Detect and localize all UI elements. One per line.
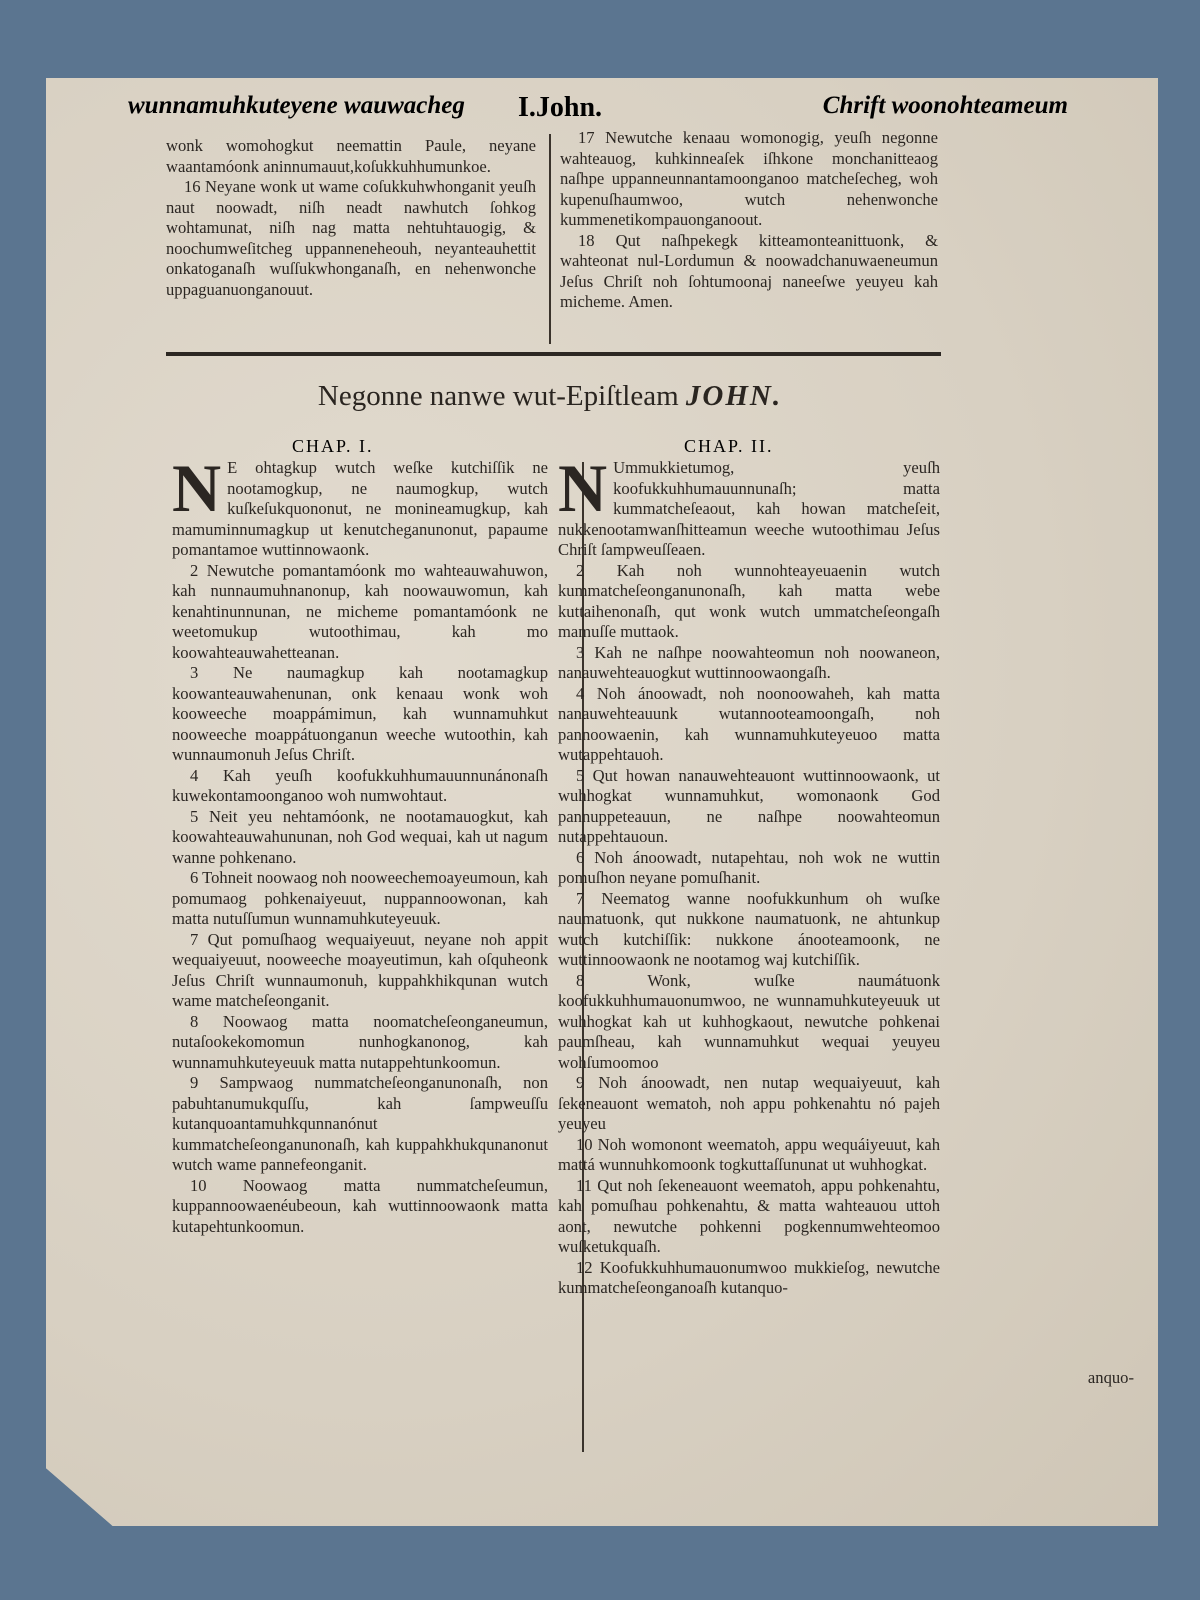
paragraph: wonk womohogkut neemattin Paule, neyane waantamóonk aninnumauut,koſukkuhhumunkoe. bbox=[166, 136, 536, 176]
title-text: Negonne nanwe wut-Epiſtleam bbox=[317, 380, 679, 412]
paragraph: 8 Noowaog matta noomatcheſeonganeumun, nutaſookekomomun nunhogkanonog, kah wunnamuhkuteyeuuk matta nutappehtunkoomun. bbox=[172, 1011, 548, 1072]
drop-cap: N bbox=[172, 450, 222, 526]
paragraph: 7 Qut pomuſhaog wequaiyeuut, neyane noh appit wequaiyeuut, nooweeche moayeutimun, kah oſquheonk Jeſus Chriſt wunnaumonuh, kuppahkhikqunan wutch wame matcheſeonganit. bbox=[172, 929, 548, 1010]
paragraph: 10 Noowaog matta nummatcheſeumun, kuppannoowaenéubeoun, kah wuttinnoowaonk matta kutapehtunkoomun. bbox=[172, 1175, 548, 1236]
paragraph: 17 Newutche kenaau womonogig, yeuſh negonne wahteauog, kuhkinneaſek iſhkone monchanitteaog naſhpe uppanneunnantamoonganoo matcheſecheg, woh kupenuſhaumwoo, wutch nehenwonche kummenetikompauonganoout. bbox=[560, 128, 938, 229]
paragraph: 6 Tohneit noowaog noh nooweechemoayeumoun, kah pomumaog pohkenaiyeuut, nuppannoowonan, kah matta nutuſſumun wunnamuhkuteyeuuk. bbox=[172, 868, 548, 928]
section-rule bbox=[166, 352, 941, 356]
paragraph: 12 Koofukkuhhumauonumwoo mukkieſog, newutche kummatcheſeonganoaſh kutanquo- bbox=[558, 1257, 940, 1297]
running-head bbox=[128, 92, 1068, 132]
paragraph bbox=[558, 450, 940, 561]
paragraph: 18 Qut naſhpekegk kitteamonteanittuonk, & wahteonat nul-Lordumun & noowadchanuwaeneumun Jeſus Chriſt noh ſohtumoonaj naneeſwe yeuyeu kah micheme. Amen. bbox=[560, 230, 938, 311]
paragraph: 4 Kah yeuſh koofukkuhhumauunnunánonaſh kuwekontamoonganoo woh numwohtaut. bbox=[172, 765, 548, 805]
chapter-one-column bbox=[172, 450, 548, 1237]
paragraph bbox=[172, 450, 548, 561]
paragraph: 5 Qut howan nanauwehteauont wuttinnoowaonk, ut wuhhogkat wunnamuhkut, womonaonk God pannuppeteauun, ne naſhpe noowahteomun nutappehtauoun. bbox=[558, 765, 940, 846]
paragraph: 10 Noh womonont weematoh, appu wequáiyeuut, kah mattá wunnuhkomoonk togkuttaſſununat ut wuhhogkat. bbox=[558, 1134, 940, 1174]
running-head-right: Chrift woonohteameum bbox=[822, 92, 1068, 119]
chapter-heading-left: CHAP. I. bbox=[292, 436, 374, 456]
chapter-heading-right: CHAP. II. bbox=[684, 436, 774, 456]
running-head-left: wunnamuhkuteyene wauwacheg bbox=[128, 92, 465, 119]
top-left-column bbox=[166, 136, 536, 300]
chapter-two-column bbox=[558, 450, 940, 1299]
title-name: JOHN. bbox=[685, 380, 783, 412]
paragraph: 4 Noh ánoowadt, noh noonoowaheh, kah matta nanauwehteauunk wutannooteamoongaſh, noh pannoowaenin, kah wunnamuhkuteyeuoo matta wutappehtauoh. bbox=[558, 683, 940, 764]
paragraph: 3 Kah ne naſhpe noowahteomun noh noowaneon, nanauwehteauogkut wuttinnoowaongaſh. bbox=[558, 642, 940, 682]
paragraph: 7 Neematog wanne noofukkunhum oh wuſke naumatuonk, qut nukkone naumatuonk, ne ahtunkup wutch kutchiſſik: nukkone ánooteamoonk, ne wuttinnoowaonk ne nootamog waj kutchiſſik. bbox=[558, 888, 940, 969]
column-divider bbox=[549, 134, 551, 344]
epistle-title bbox=[150, 380, 950, 413]
paragraph: 9 Sampwaog nummatcheſeonganunonaſh, non pabuhtanumukquſſu, kah ſampweuſſu kutanquoantamuhkqunnanónut kummatcheſeonganunonaſh, kah kuppahkhukqunanonut wutch wame pannefeonganit. bbox=[172, 1073, 548, 1174]
paragraph: 2 Newutche pomantamóonk mo wahteauwahuwon, kah nunnaumuhnanonup, kah noowauwomun, kah kenahtinunnunan, ne micheme pomantamóonk ne weetomukup wutoothimau, kah mo koowahteauwahetteanan. bbox=[172, 560, 548, 662]
paragraph: 8 Wonk, wuſke naumátuonk koofukkuhhumauonumwoo, ne wunnamuhkuteyeuuk ut wuhhogkat kah ut kuhhogkaout, newutche pohkenai paumſheau, kah wunnamuhkut wequai yeuyeu wohſumoomoo bbox=[558, 970, 940, 1072]
paragraph: 5 Neit yeu nehtamóonk, ne nootamauogkut, kah koowahteauwahununan, noh God wequai, kah ut nagum wanne pohkenano. bbox=[172, 806, 548, 867]
paragraph: 16 Neyane wonk ut wame coſukkuhwhonganit yeuſh naut noowadt, niſh neadt nawhutch ſohkog wohtamunat, niſh nag matta nehtuhtauogig, & noochumweſitcheg uppanneneheouh, neyanteauhettit onkatoganaſh wuſſukwhonganaſh, en nehenwonche uppaguanuonganouut. bbox=[166, 177, 536, 299]
paragraph-text: E ohtagkup wutch weſke kutchiſſik ne nootamogkup, ne naumogkup, wutch kuſkeſukquononut, ne monineamugkup, kah mamuminnumagkup ut kenutcheganunonut, papaume pomantamoe wuttinnowaonk. bbox=[172, 458, 548, 559]
paragraph: 6 Noh ánoowadt, nutapehtau, noh wok ne wuttin pomuſhon neyane pomuſhanit. bbox=[558, 847, 940, 887]
drop-cap: N bbox=[558, 450, 608, 526]
top-right-column bbox=[560, 128, 938, 313]
paragraph: 2 Kah noh wunnohteayeuaenin wutch kummatcheſeonganunonaſh, kah matta webe kuttaihenonaſh, qut wonk wutch ummatcheſeongaſh mamuſſe muttaok. bbox=[558, 560, 940, 641]
paragraph: 3 Ne naumagkup kah nootamagkup koowanteauwahenunan, onk kenaau wonk woh kooweeche moappámimun, kah wunnamuhkut nooweeche moappátuonganun weeche wutoothin, kah wunnaumonuh Jeſus Chriſt. bbox=[172, 663, 548, 764]
catchword: anquo- bbox=[1087, 1368, 1134, 1387]
paragraph-text: Ummukkietumog, yeuſh koofukkuhhumauunnunaſh; matta kummatcheſeaout, kah howan matcheſeit, nukkenootamwanſhitteamun weeche wutoothimau Jeſus Chriſt ſampweuſſeaen. bbox=[558, 458, 940, 559]
paragraph: 11 Qut noh ſekeneauont weematoh, appu pohkenahtu, kah pomuſhau pohkenahtu, & matta wahteauou uttoh aont, newutche pohkenni pogkennumwehteomoo wuſketukquaſh. bbox=[558, 1175, 940, 1256]
running-head-book: I.John. bbox=[518, 92, 603, 123]
paragraph: 9 Noh ánoowadt, nen nutap wequaiyeuut, kah ſekeneauont wematoh, noh appu pohkenahtu nó pajeh yeuyeu bbox=[558, 1073, 940, 1133]
